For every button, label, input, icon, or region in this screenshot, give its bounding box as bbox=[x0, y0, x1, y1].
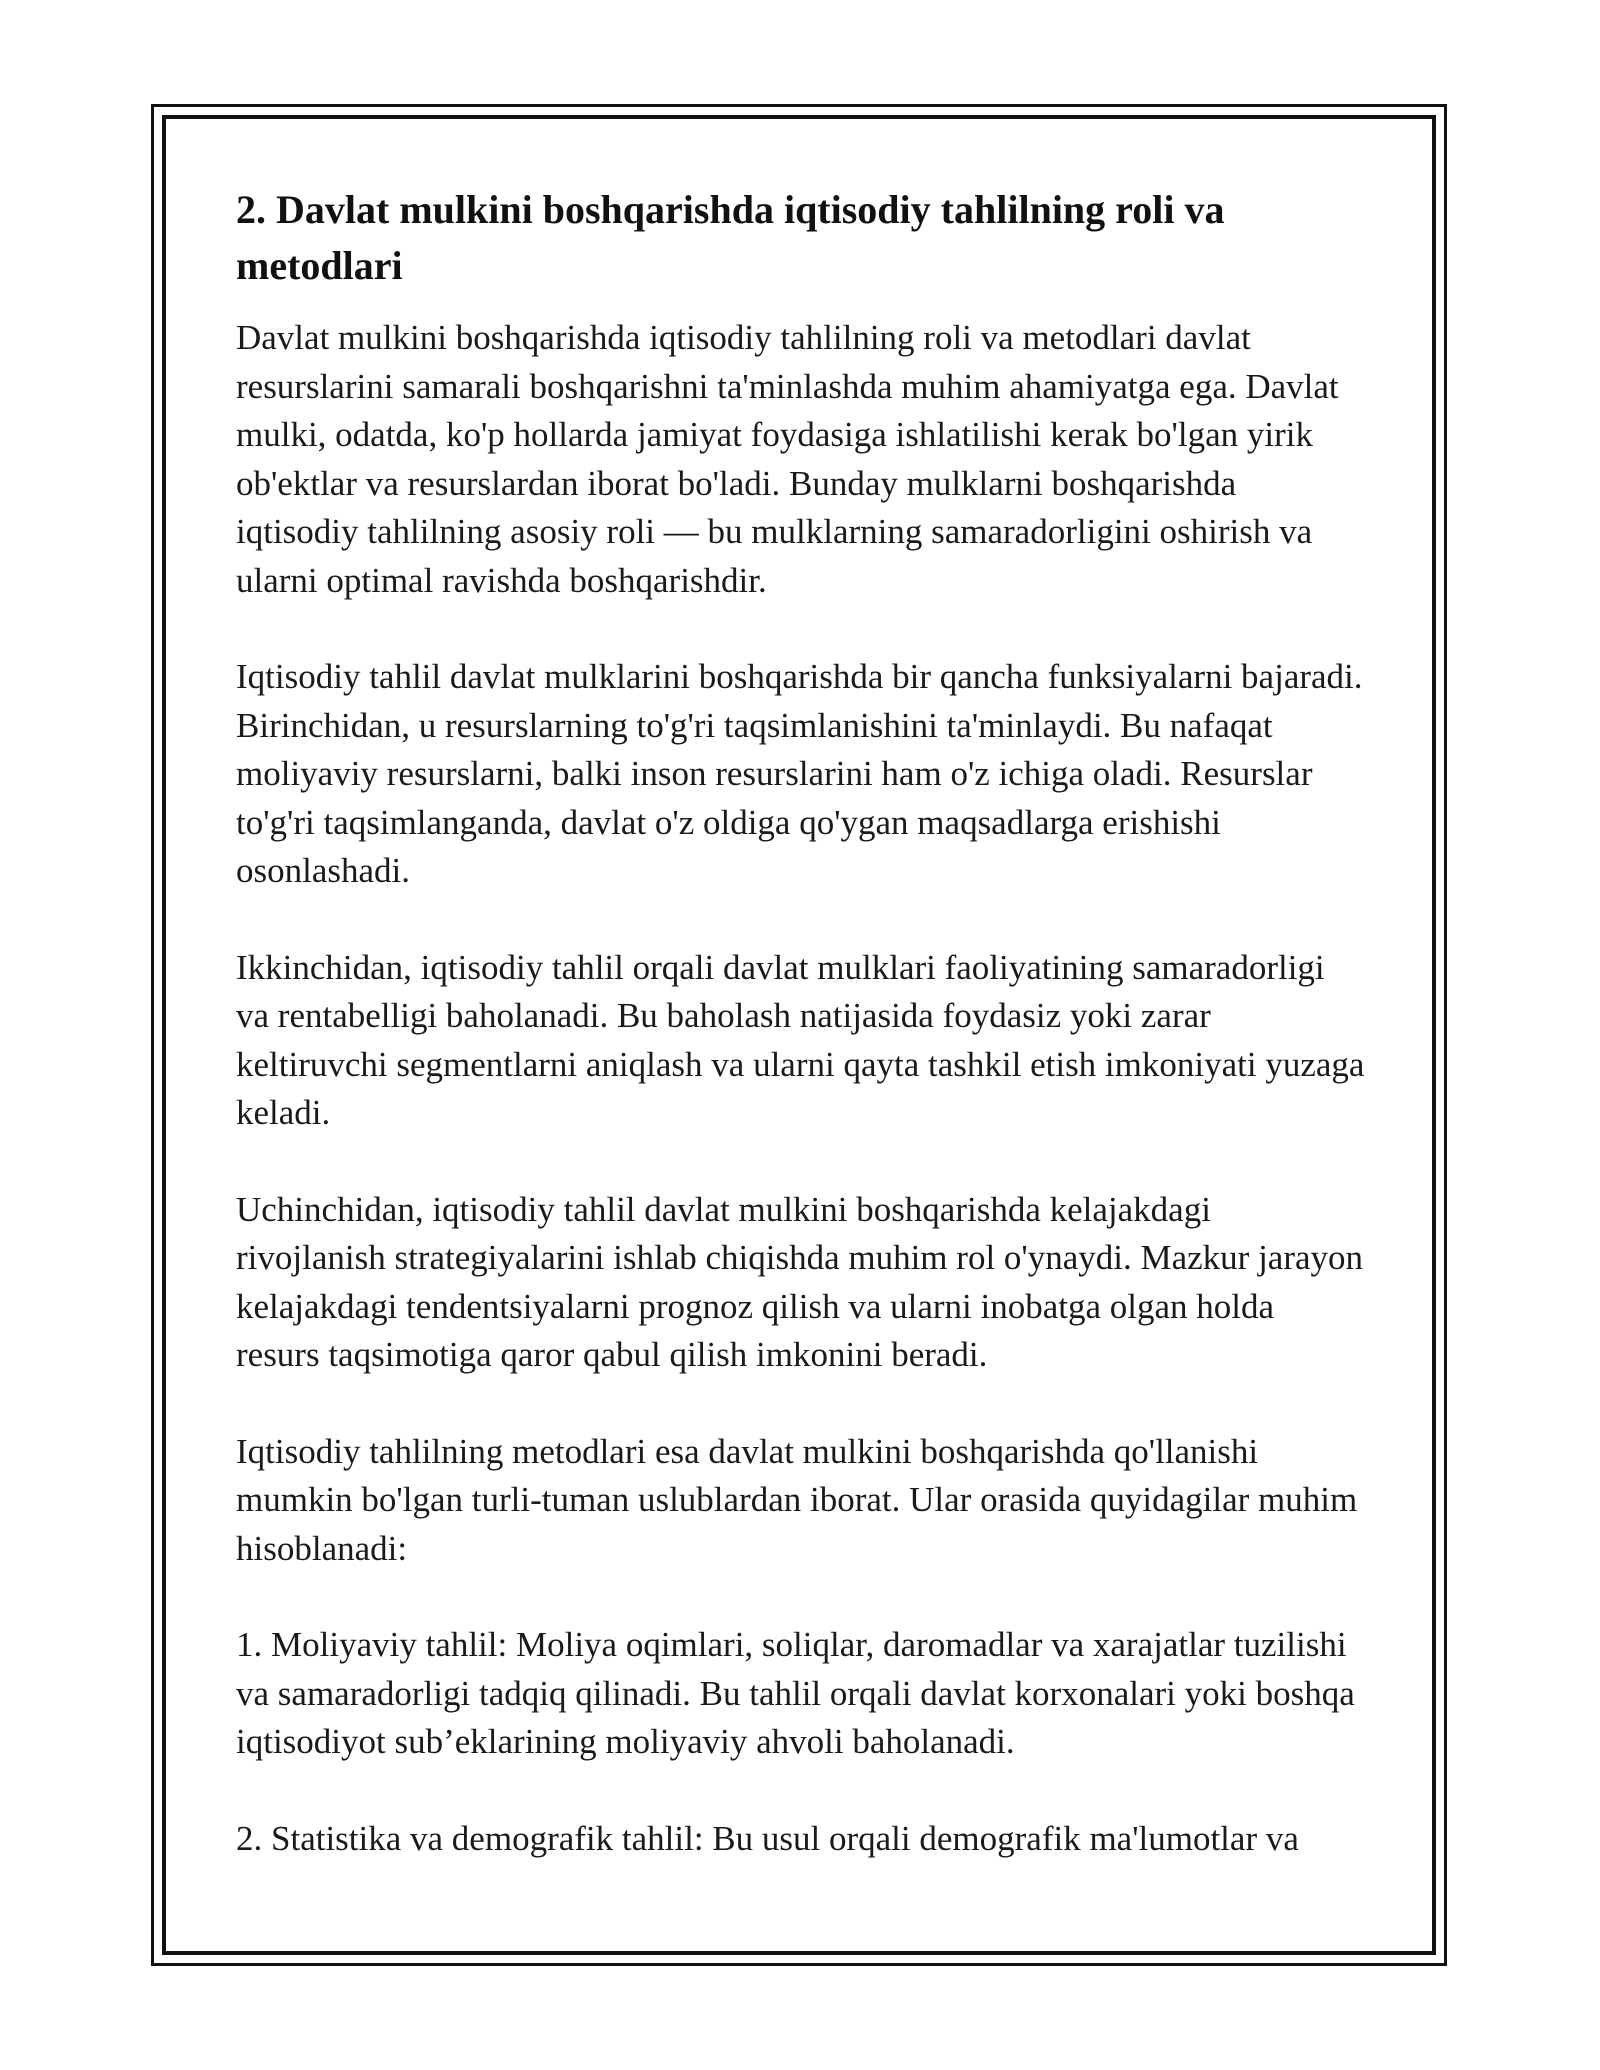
paragraph-functions: Iqtisodiy tahlil davlat mulklarini boshqarishda bir qancha funksiyalarni bajaradi. Birinchidan, u resurslarning to'g'ri taqsimlanishini ta'minlaydi. Bu nafaqat moliyaviy resurslarni, balki inson resurslarini ham o'z ichiga oladi. Resurslar to'g'ri taqsimlanganda, davlat o'z oldiga qo'ygan maqsadlarga erishishi osonlashadi. bbox=[236, 657, 1363, 890]
list-item-statistics-analysis: 2. Statistika va demografik tahlil: Bu usul orqali demografik ma'lumotlar va bbox=[236, 1818, 1299, 1858]
paragraph-third: Uchinchidan, iqtisodiy tahlil davlat mulkini boshqarishda kelajakdagi rivojlanish strategiyalarini ishlab chiqishda muhim rol o'ynaydi. Mazkur jarayon kelajakdagi tendentsiyalarni prognoz qilish va ularni inobatga olgan holda resurs taqsimotiga qaror qabul qilish imkonini beradi. bbox=[236, 1189, 1364, 1374]
list-item-financial-analysis: 1. Moliyaviy tahlil: Moliya oqimlari, soliqlar, daromadlar va xarajatlar tuzilishi va samaradorligi tadqiq qilinadi. Bu tahlil orqali davlat korxonalari yoki boshqa iqtisodiyot sub’eklarining moliyaviy ahvoli baholanadi. bbox=[236, 1625, 1355, 1761]
paragraph-intro: Davlat mulkini boshqarishda iqtisodiy tahlilning roli va metodlari davlat resurslarini samarali boshqarishni ta'minlashda muhim ahamiyatga ega. Davlat mulki, odatda, ko'p hollarda jamiyat foydasiga ishlatilishi kerak bo'lgan yirik ob'ektlar va resurslardan iborat bo'ladi. Bunday mulklarni boshqarishda iqtisodiy tahlilning asosiy roli — bu mulklarning samaradorligini oshirish va ularni optimal ravishda boshqarishdir. bbox=[236, 318, 1339, 600]
document-body bbox=[236, 182, 1366, 1911]
paragraph-second: Ikkinchidan, iqtisodiy tahlil orqali davlat mulklari faoliyatining samaradorligi va rentabelligi baholanadi. Bu baholash natijasida foydasiz yoki zarar keltiruvchi segmentlarni aniqlash va ularni qayta tashkil etish imkoniyati yuzaga keladi. bbox=[236, 947, 1365, 1132]
section-heading: 2. Davlat mulkini boshqarishda iqtisodiy tahlilning roli va metodlari bbox=[236, 187, 1225, 288]
paragraph-methods: Iqtisodiy tahlilning metodlari esa davlat mulkini boshqarishda qo'llanishi mumkin bo'lgan turli-tuman uslublardan iborat. Ular orasida quyidagilar muhim hisoblanadi: bbox=[236, 1431, 1358, 1568]
